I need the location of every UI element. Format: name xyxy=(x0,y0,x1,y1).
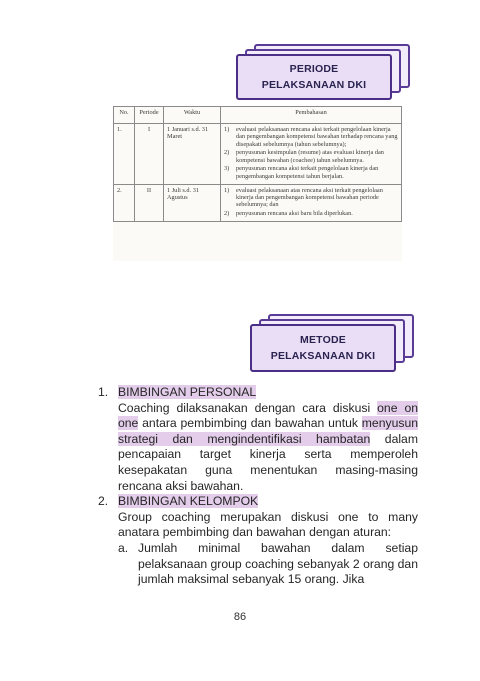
personal-paragraph: Coaching dilaksanakan dengan cara diskusi one on one antara pembimbing dan bawahan untuk menyusun strategi dan mengindentifikasi hambatan dalam pencapaian target kinerja serta memperoleh kesepakatan guna menentukan masing-masing rencana aksi bawahan. xyxy=(118,400,419,493)
cell-pembahasan xyxy=(221,184,402,221)
header-periode: Periode xyxy=(135,107,164,124)
table-row xyxy=(114,124,402,185)
kelompok-intro: Group coaching merupakan diskusi one to many anatara pembimbing dan bawahan dengan aturan: xyxy=(118,509,418,540)
periode-table xyxy=(113,106,402,222)
highlight-strategi: menyusun strategi dan mengindentifikasi hambatan xyxy=(118,416,418,446)
banner-front-layer xyxy=(236,54,392,100)
periode-banner xyxy=(236,44,396,91)
cell-waktu: 1 Juli s.d. 31 Agustus xyxy=(164,184,221,221)
section-personal xyxy=(98,385,418,401)
banner-title-line1: METODE xyxy=(300,334,346,346)
table-row xyxy=(114,184,402,221)
highlight-one-on-one: one on one xyxy=(118,400,419,431)
cell-periode: I xyxy=(135,124,164,185)
pembahasan-item: 3) penyusunan rencana aksi terkait pengelolaan kinerja dan pengembangan kompetensi tahun berjalan. xyxy=(224,165,379,180)
metode-banner xyxy=(250,314,410,362)
banner-title-line2: PELAKSANAAN DKI xyxy=(270,350,376,362)
periode-table-scan xyxy=(113,106,402,261)
section-title: BIMBINGAN PERSONAL xyxy=(118,385,257,399)
banner-title-line2: PELAKSANAAN DKI xyxy=(261,79,367,91)
item-label: a. xyxy=(118,540,129,555)
header-pembahasan: Pembahasan xyxy=(221,107,402,124)
pembahasan-item: 1) evaluasi pelaksanaan rencana aksi terkait pengelolaan kinerja dan pengembangan kompetensi bawahan terhadap rencana yang disepakati sebelumnya (tahun sebelumnya); xyxy=(224,126,398,148)
header-waktu: Waktu xyxy=(164,107,221,124)
cell-periode: II xyxy=(135,184,164,221)
section-kelompok xyxy=(98,494,418,510)
item-text: Jumlah minimal bawahan dalam setiap pelaksanaan group coaching sebanyak 2 orang dan jumlah maksimal sebanyak 15 orang. Jika xyxy=(138,540,418,587)
cell-waktu: 1 Januari s.d. 31 Maret xyxy=(164,124,221,185)
pembahasan-item: 1) evaluasi pelaksanaan atas rencana aksi terkait pengelolaan kinerja dan pengembangan kompetensi bawahan periode sebelumnya; dan xyxy=(224,186,383,209)
table-header-row xyxy=(114,107,402,124)
section-number: 1. xyxy=(98,385,109,399)
cell-no: 1. xyxy=(114,124,135,185)
section-title: BIMBINGAN KELOMPOK xyxy=(118,494,259,509)
kelompok-item-a xyxy=(118,541,418,588)
banner-front-layer xyxy=(250,324,396,372)
cell-pembahasan xyxy=(221,124,402,185)
cell-no: 2. xyxy=(114,184,135,221)
page-number: 86 xyxy=(233,611,247,623)
section-number: 2. xyxy=(98,494,109,509)
pembahasan-item: 2) penyusunan rencana aksi baru bila diperlukan. xyxy=(224,209,353,217)
metode-content xyxy=(98,385,418,588)
header-no: No. xyxy=(114,107,135,124)
pembahasan-item: 2) penyusunan kesimpulan (resume) atas evaluasi kinerja dan kompetensi bawahan (coachee) tahun sebelumnya. xyxy=(224,149,384,164)
banner-title-line1: PERIODE xyxy=(289,63,339,75)
